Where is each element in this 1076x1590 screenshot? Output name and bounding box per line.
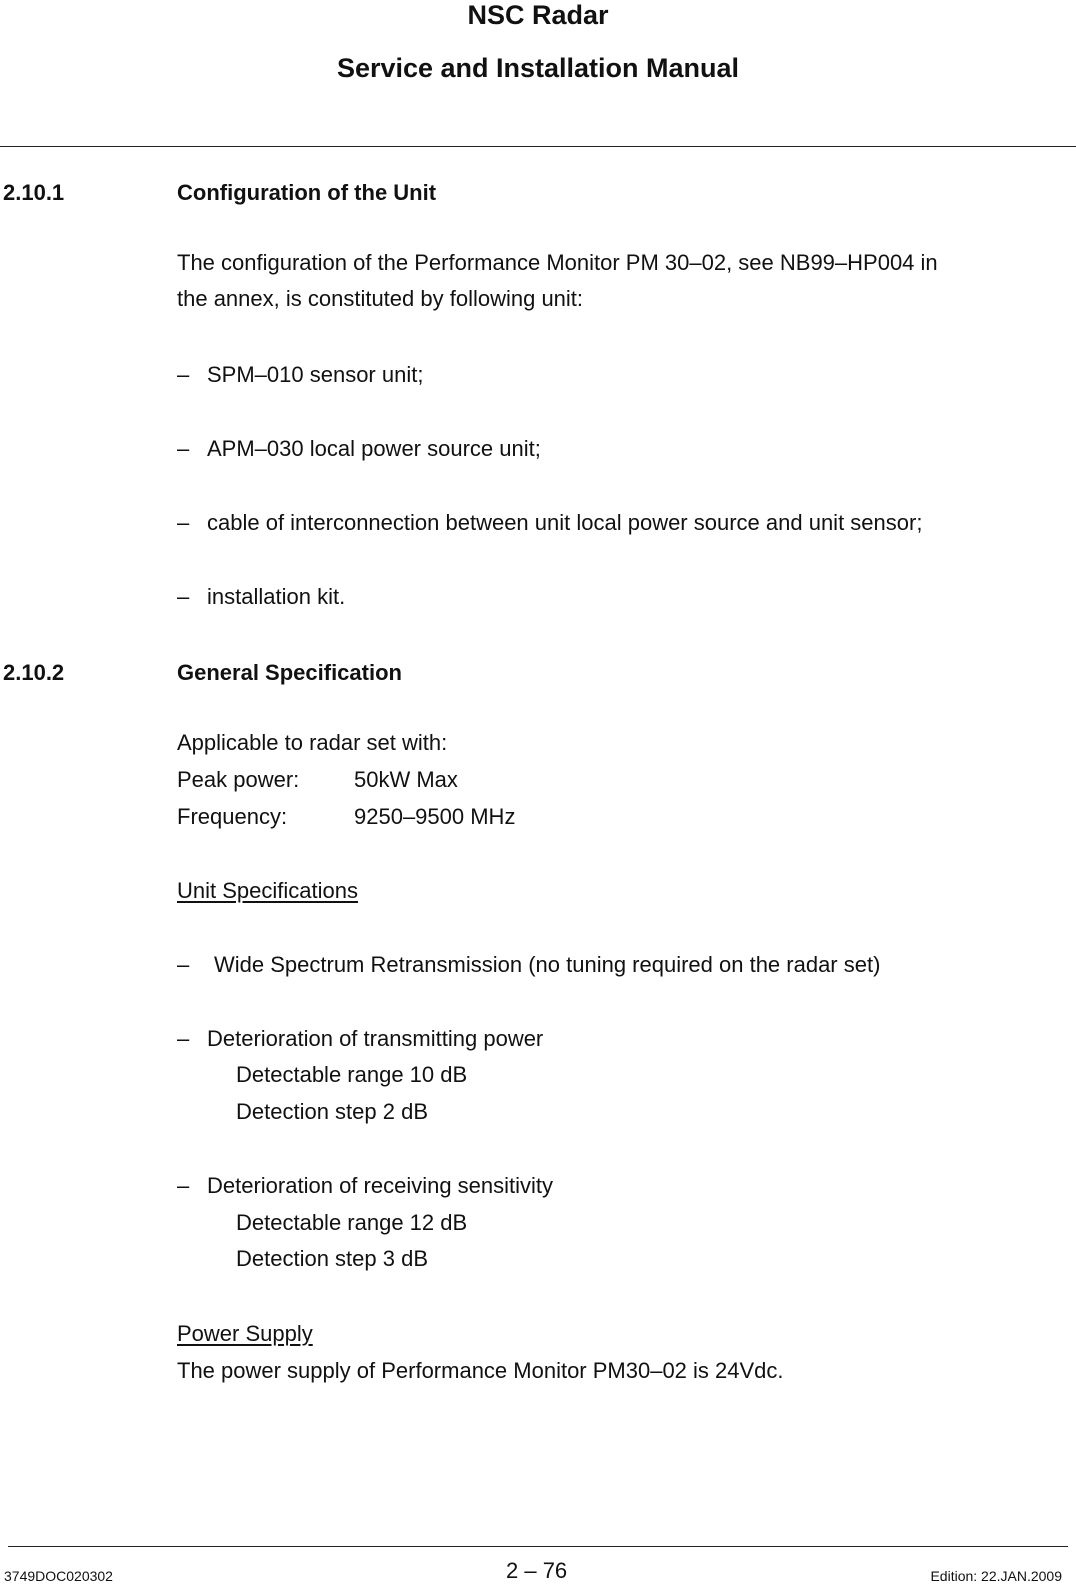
list-dash: –	[177, 584, 190, 609]
power-supply-text: The power supply of Performance Monitor PM30–02 is 24Vdc.	[177, 1358, 784, 1383]
footer-edition: Edition: 22.JAN.2009	[930, 1568, 1062, 1584]
peak-power-value: 50kW Max	[354, 767, 458, 792]
frequency-value: 9250–9500 MHz	[354, 804, 516, 829]
list-item: APM–030 local power source unit;	[207, 436, 541, 461]
rx-range: Detectable range 12 dB	[236, 1210, 468, 1235]
rx-step: Detection step 3 dB	[236, 1246, 429, 1271]
frequency-label: Frequency:	[177, 804, 288, 829]
tx-step: Detection step 2 dB	[236, 1099, 429, 1124]
list-dash: –	[177, 510, 190, 535]
footer-doc-id: 3749DOC020302	[4, 1568, 113, 1584]
list-dash: –	[177, 952, 190, 977]
peak-power-label: Peak power:	[177, 767, 300, 792]
section-number-1: 2.10.1	[3, 180, 65, 205]
spec-wide-spectrum: Wide Spectrum Retransmission (no tuning required on the radar set)	[214, 952, 881, 977]
intro-line-1: The configuration of the Performance Monitor PM 30–02, see NB99–HP004 in	[177, 250, 938, 275]
footer-divider	[8, 1546, 1068, 1547]
list-dash: –	[177, 362, 190, 387]
list-item: SPM–010 sensor unit;	[207, 362, 424, 387]
header-divider	[0, 146, 1076, 147]
header-title: NSC Radar	[467, 0, 609, 30]
spec-tx-deterioration: Deterioration of transmitting power	[207, 1026, 544, 1051]
list-item: installation kit.	[207, 584, 346, 609]
page-number: 2 – 76	[506, 1558, 568, 1583]
spec-rx-deterioration: Deterioration of receiving sensitivity	[207, 1173, 554, 1198]
section-title-1: Configuration of the Unit	[177, 180, 437, 205]
power-supply-heading: Power Supply	[177, 1321, 313, 1346]
section-number-2: 2.10.2	[3, 660, 65, 685]
applicable-text: Applicable to radar set with:	[177, 730, 448, 755]
tx-range: Detectable range 10 dB	[236, 1062, 468, 1087]
unit-spec-heading: Unit Specifications	[177, 878, 358, 903]
list-dash: –	[177, 1173, 190, 1198]
header-subtitle: Service and Installation Manual	[336, 53, 740, 83]
list-dash: –	[177, 436, 190, 461]
list-item: cable of interconnection between unit local power source and unit sensor;	[207, 510, 923, 535]
list-dash: –	[177, 1026, 190, 1051]
intro-line-2: the annex, is constituted by following unit:	[177, 286, 584, 311]
section-title-2: General Specification	[177, 660, 402, 685]
